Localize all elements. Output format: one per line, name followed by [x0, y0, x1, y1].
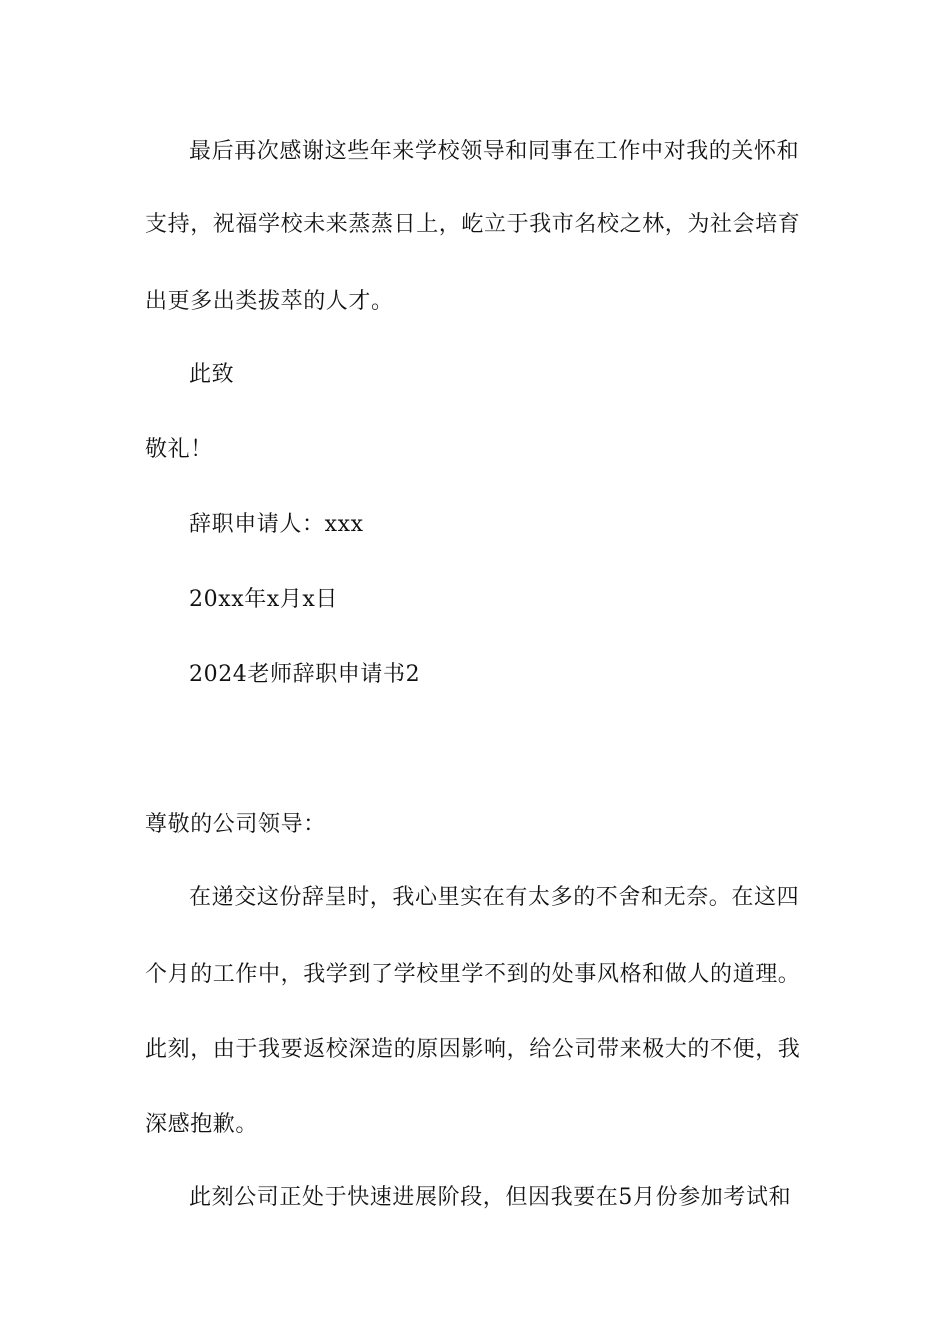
- paragraph-line: 此刻公司正处于快速进展阶段，但因我要在5月份参加考试和: [189, 1185, 792, 1210]
- paragraph-line: 此刻，由于我要返校深造的原因影响，给公司带来极大的不便，我: [145, 1037, 801, 1062]
- paragraph-line: 最后再次感谢这些年来学校领导和同事在工作中对我的关怀和: [189, 139, 800, 164]
- paragraph-line: 深感抱歉。: [145, 1112, 259, 1137]
- paragraph-line: 出更多出类拔萃的人才。: [145, 289, 394, 314]
- section-title: 2024老师辞职申请书2: [189, 662, 421, 687]
- signature-text: 辞职申请人：xxx: [189, 512, 364, 537]
- greeting-text: 尊敬的公司领导：: [145, 812, 326, 837]
- closing-text: 此致: [189, 362, 235, 387]
- paragraph-line: 个月的工作中，我学到了学校里学不到的处事风格和做人的道理。: [145, 962, 801, 987]
- salute-text: 敬礼！: [145, 437, 213, 462]
- paragraph-line: 在递交这份辞呈时，我心里实在有太多的不舍和无奈。在这四: [189, 885, 800, 910]
- date-text: 20xx年x月x日: [189, 587, 339, 612]
- paragraph-line: 支持，祝福学校未来蒸蒸日上，屹立于我市名校之林，为社会培育: [145, 212, 801, 237]
